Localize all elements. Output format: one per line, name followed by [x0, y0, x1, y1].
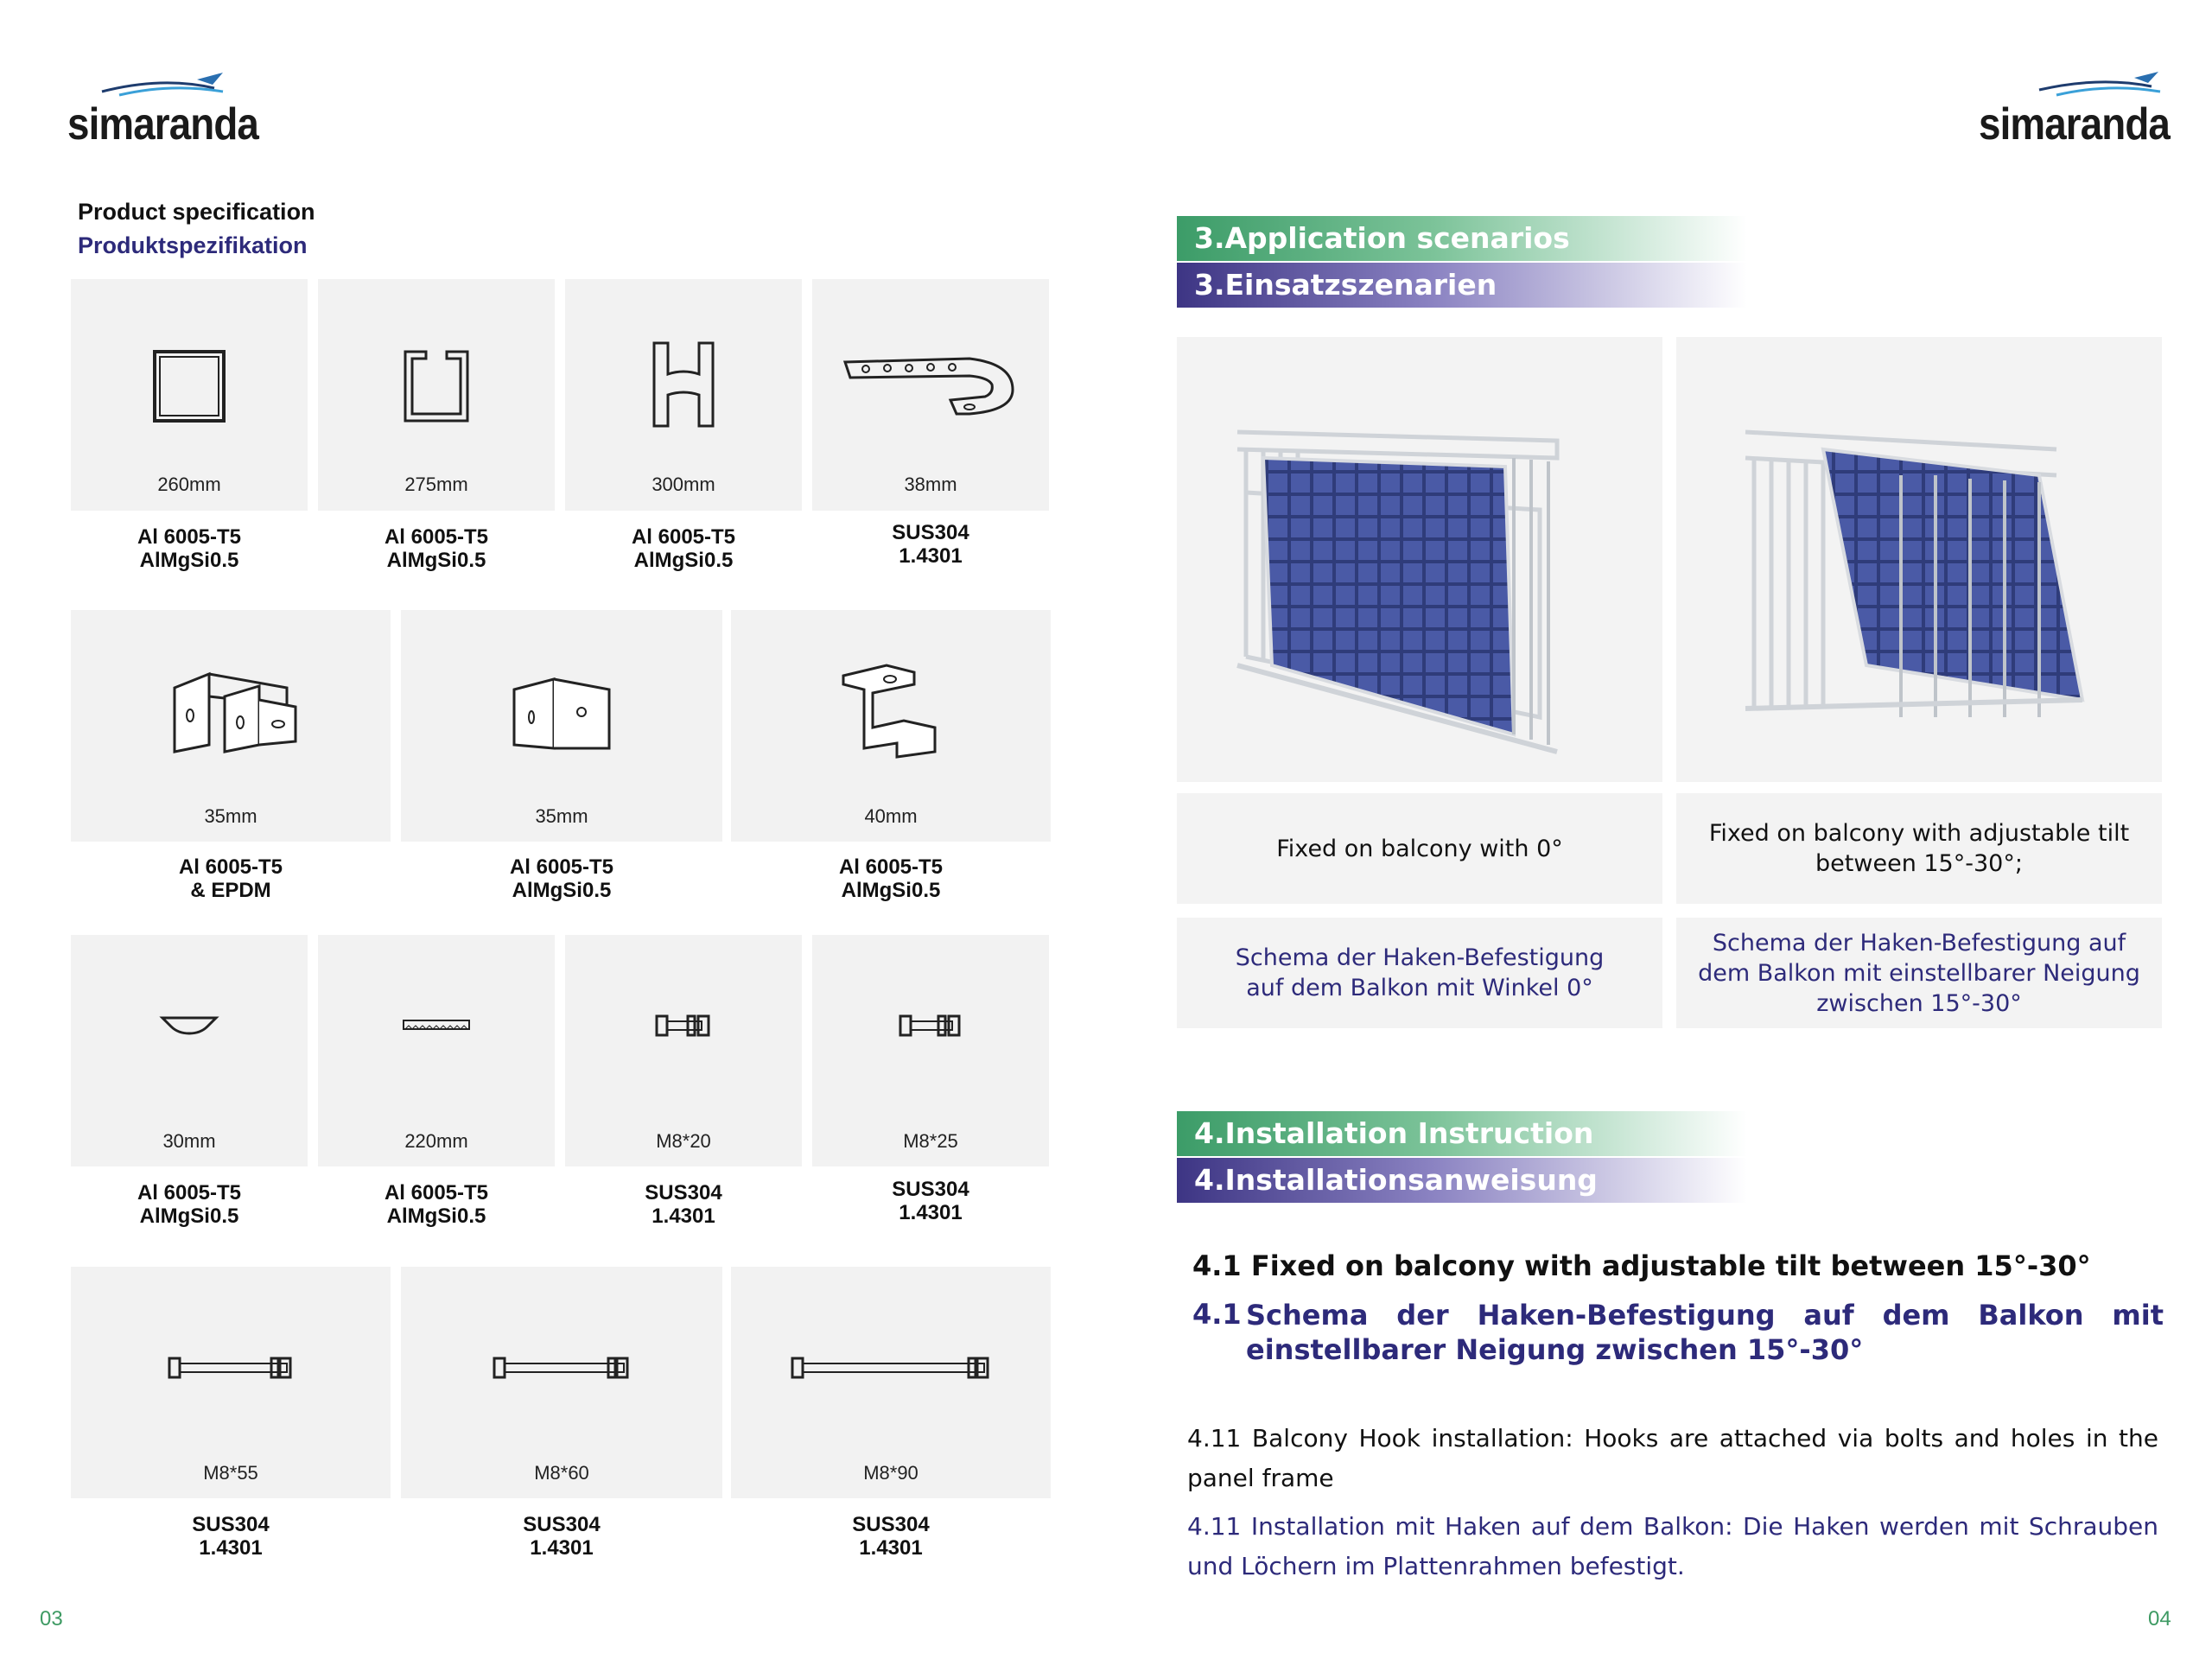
double-angle-bracket-icon: [157, 662, 304, 757]
spec-item: [401, 1267, 722, 1578]
spec-dimension: 220mm: [404, 1130, 468, 1152]
scenario-caption-de-2: Schema der Haken-Befestigung auf dem Balkon mit einstellbarer Neigung zwischen 15°-30°: [1676, 918, 2162, 1028]
spec-dimension: 40mm: [864, 805, 918, 827]
bird-logo-icon: [67, 69, 240, 99]
spec-dimension: 35mm: [535, 805, 588, 827]
subsection-number-de: 4.1: [1192, 1298, 1242, 1331]
spec-heading: [78, 199, 315, 259]
spec-material: SUS304 1.4301: [192, 1513, 270, 1560]
t-nut-icon: [159, 1013, 219, 1039]
subsection-title-en: 4.1 Fixed on balcony with adjustable tilt between 15°-30°: [1192, 1249, 2091, 1282]
balcony-hook-icon: [840, 346, 1021, 424]
scenario-caption-de-1: Schema der Haken-Befestigung auf dem Balkon mit Winkel 0°: [1177, 918, 1662, 1028]
long-bolt-icon: [789, 1353, 993, 1382]
section-banner-4-en: 4.Installation Instruction: [1177, 1111, 1747, 1156]
spec-dimension: M8*60: [534, 1462, 589, 1484]
spec-material: SUS304 1.4301: [645, 1181, 722, 1228]
spec-item: [812, 935, 1049, 1246]
spec-item: [71, 610, 391, 921]
scenario-caption-en-2: Fixed on balcony with adjustable tilt between 15°-30°;: [1676, 793, 2162, 904]
spec-item: [401, 610, 722, 921]
spec-material: Al 6005-T5 AlMgSi0.5: [631, 525, 736, 572]
spec-dimension: 260mm: [157, 474, 221, 495]
section-banner-4-de: 4.Installationsanweisung: [1177, 1158, 1747, 1203]
spec-dimension: 35mm: [204, 805, 257, 827]
short-bolt-icon: [653, 1011, 714, 1040]
square-tube-profile-icon: [149, 346, 229, 426]
spec-item: [71, 1267, 391, 1578]
spec-material: Al 6005-T5 & EPDM: [178, 855, 283, 902]
spec-item: [565, 935, 802, 1246]
spec-dimension: M8*90: [863, 1462, 918, 1484]
paragraph-411-de: 4.11 Installation mit Haken auf dem Balkon: Die Haken werden mit Schrauben und Löchern im Plattenrahmen befestigt.: [1187, 1512, 2158, 1580]
spec-dimension: 38mm: [904, 474, 957, 495]
angle-bracket-icon: [505, 667, 618, 753]
spec-material: Al 6005-T5 AlMgSi0.5: [509, 855, 614, 902]
section-banner-3-en: 3.Application scenarios: [1177, 216, 1747, 261]
brand-name: simaranda: [1979, 99, 2171, 149]
spec-item: [71, 279, 308, 590]
scenario-image-adjustable-tilt: [1676, 337, 2162, 782]
bird-logo-icon: [1979, 69, 2169, 99]
spec-material: SUS304 1.4301: [852, 1513, 930, 1560]
serrated-strip-icon: [402, 1018, 471, 1032]
spec-material: Al 6005-T5 AlMgSi0.5: [838, 855, 944, 902]
spec-dimension: 300mm: [652, 474, 715, 495]
brand-logo-right: [1979, 69, 2196, 150]
subsection-text-de: Schema der Haken-Befestigung auf dem Balkon mit einstellbarer Neigung zwischen 15°-30°: [1246, 1299, 2164, 1366]
brand-name: simaranda: [67, 99, 259, 149]
paragraph-411-en: 4.11 Balcony Hook installation: Hooks are attached via bolts and holes in the panel frame: [1187, 1424, 2158, 1492]
spec-material: Al 6005-T5 AlMgSi0.5: [384, 1181, 489, 1228]
spec-item: [318, 279, 555, 590]
long-bolt-icon: [491, 1353, 632, 1382]
subsection-title-de: [1192, 1298, 2164, 1367]
short-bolt-icon: [897, 1011, 964, 1040]
spec-material: Al 6005-T5 AlMgSi0.5: [137, 525, 242, 572]
spec-material: Al 6005-T5 AlMgSi0.5: [384, 525, 489, 572]
spec-material: SUS304 1.4301: [892, 1178, 969, 1224]
spec-dimension: M8*20: [656, 1130, 711, 1152]
spec-dimension: M8*55: [203, 1462, 258, 1484]
spec-item: [318, 935, 555, 1246]
spec-item: [731, 610, 1051, 921]
c-channel-profile-icon: [400, 346, 473, 426]
scenario-caption-en-1: Fixed on balcony with 0°: [1177, 793, 1662, 904]
spec-dimension: M8*25: [903, 1130, 958, 1152]
spec-dimension: 30mm: [162, 1130, 216, 1152]
section-banner-3-de: 3.Einsatzszenarien: [1177, 263, 1747, 308]
long-bolt-icon: [166, 1353, 296, 1382]
spec-item: [565, 279, 802, 590]
spec-material: Al 6005-T5 AlMgSi0.5: [137, 1181, 242, 1228]
spec-item: [812, 279, 1049, 590]
spec-item: [71, 935, 308, 1246]
scenario-image-fixed-0: [1177, 337, 1662, 782]
solar-panel-balcony-icon: [1177, 337, 1662, 782]
h-rail-profile-icon: [649, 340, 718, 429]
solar-panel-tilted-icon: [1676, 337, 2162, 782]
spec-material: SUS304 1.4301: [892, 521, 969, 568]
page-number-left: 03: [40, 1607, 63, 1630]
spec-heading-de: Produktspezifikation: [78, 232, 308, 258]
spec-heading-en: Product specification: [78, 199, 315, 225]
z-end-clamp-icon: [835, 658, 947, 762]
page-number-right: 04: [2148, 1607, 2171, 1630]
spec-material: SUS304 1.4301: [523, 1513, 601, 1560]
spec-item: [731, 1267, 1051, 1578]
spec-dimension: 275mm: [404, 474, 468, 495]
brand-logo-left: [67, 69, 284, 150]
